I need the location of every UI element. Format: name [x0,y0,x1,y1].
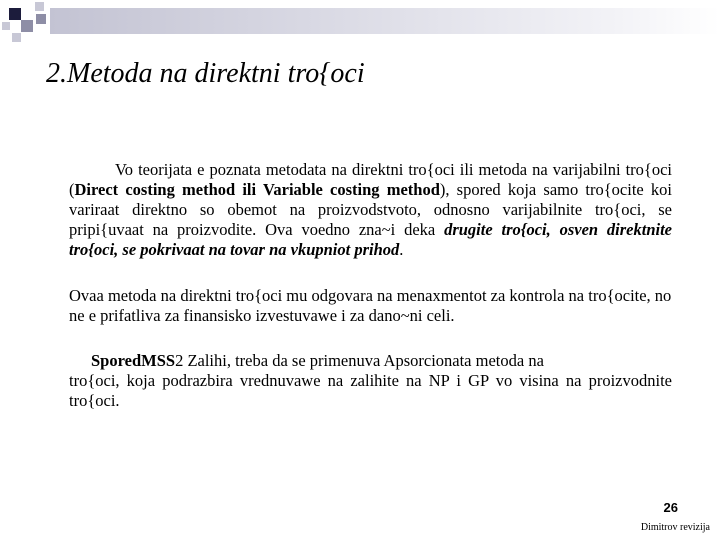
decorative-square-mid [36,14,46,24]
corner-decoration [0,0,720,46]
bold-term: Direct costing method ili Variable costing method [74,180,440,199]
author-footer: Dimitrov revizija [640,522,710,533]
text-span: tro{oci, koja podrazbira vrednuvawe na zalihite na NP i GP vo visina na proizvodnite tro{oci. [69,371,672,410]
header-gradient-bar [50,8,720,34]
text-span: . [399,240,404,259]
paragraph-direct-costing [69,160,672,260]
paragraph-absorption-method [69,351,672,411]
lead-text: 2 Zalihi, treba da se primenuva Apsorcionata metoda na [175,351,544,370]
text-span: ), spored koja samo tro{ocite koi variraat direktno so obemot na proizvodstvoto, odnosno varijabilnite tro{oci, se pripi{uvaat na proizvodite. Ova voedno zna~i deka [69,180,672,239]
decorative-square-light [2,22,10,30]
text-span: Vo teorijata e poznata metodata na direktni tro{oci ili metoda na varijabilni tro{oci ( [69,160,672,199]
decorative-square-light [12,33,21,42]
decorative-square-dark [9,8,21,20]
decorative-square-mid [21,20,33,32]
paragraph-management-control: Ovaa metoda na direktni tro{oci mu odgovara na menaxmentot za kontrola na tro{ocite, no ne e prifatliva za finansisko izvestuvawe i za dano~ni celi. [69,286,672,325]
decorative-square-light [35,2,44,11]
lead-line [69,351,672,371]
page-number: 26 [663,500,678,515]
bold-lead: SporedMSS [91,351,176,370]
bold-italic-emphasis: drugite tro{oci, osven direktnite tro{oci, se pokrivaat na tovar na vkupniot prihod [69,220,672,259]
slide-title: 2.Metoda na direktni tro{oci [46,58,365,89]
